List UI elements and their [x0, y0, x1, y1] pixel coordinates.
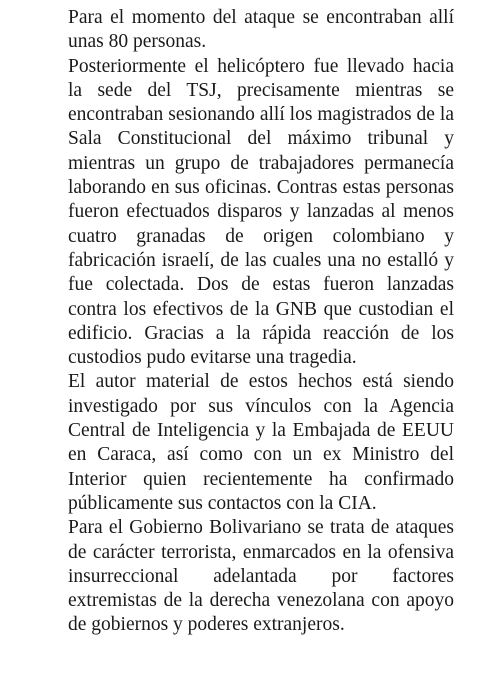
- document-body: [68, 6, 454, 638]
- paragraph-government-statement: Para el Gobierno Bolivariano se trata de ataques de carácter terrorista, enmarcados en la ofensiva insurreccional adelantada por factores extremistas de la derecha venezolana con apoyo de gobiernos y poderes extranjeros.: [68, 517, 454, 636]
- paragraph-investigation: El autor material de estos hechos está siendo investigado por sus vínculos con la Agencia Central de Inteligencia y la Embajada de EEUU en Caraca, así como con un ex Ministro del Interior quien recientemente ha confirmado públicamente sus contactos con la CIA.: [68, 371, 454, 514]
- paragraph-attack-count: Para el momento del ataque se encontraban allí unas 80 personas.: [68, 7, 454, 53]
- paragraph-helicopter-tsj: Posteriormente el helicóptero fue llevado hacia la sede del TSJ, precisamente mientras se encontraban sesionando allí los magistrados de la Sala Constitucional del máximo tribunal y mientras un grupo de trabajadores permanecía laborando en sus oficinas. Contras estas personas fueron efectuados disparos y lanzadas al menos cuatro granadas de origen colombiano y fabricación israelí, de las cuales una no estalló y fue colectada. Dos de estas fueron lanzadas contra los efectivos de la GNB que custodian el edificio. Gracias a la rápida reacción de los custodios pudo evitarse una tragedia.: [68, 55, 454, 369]
